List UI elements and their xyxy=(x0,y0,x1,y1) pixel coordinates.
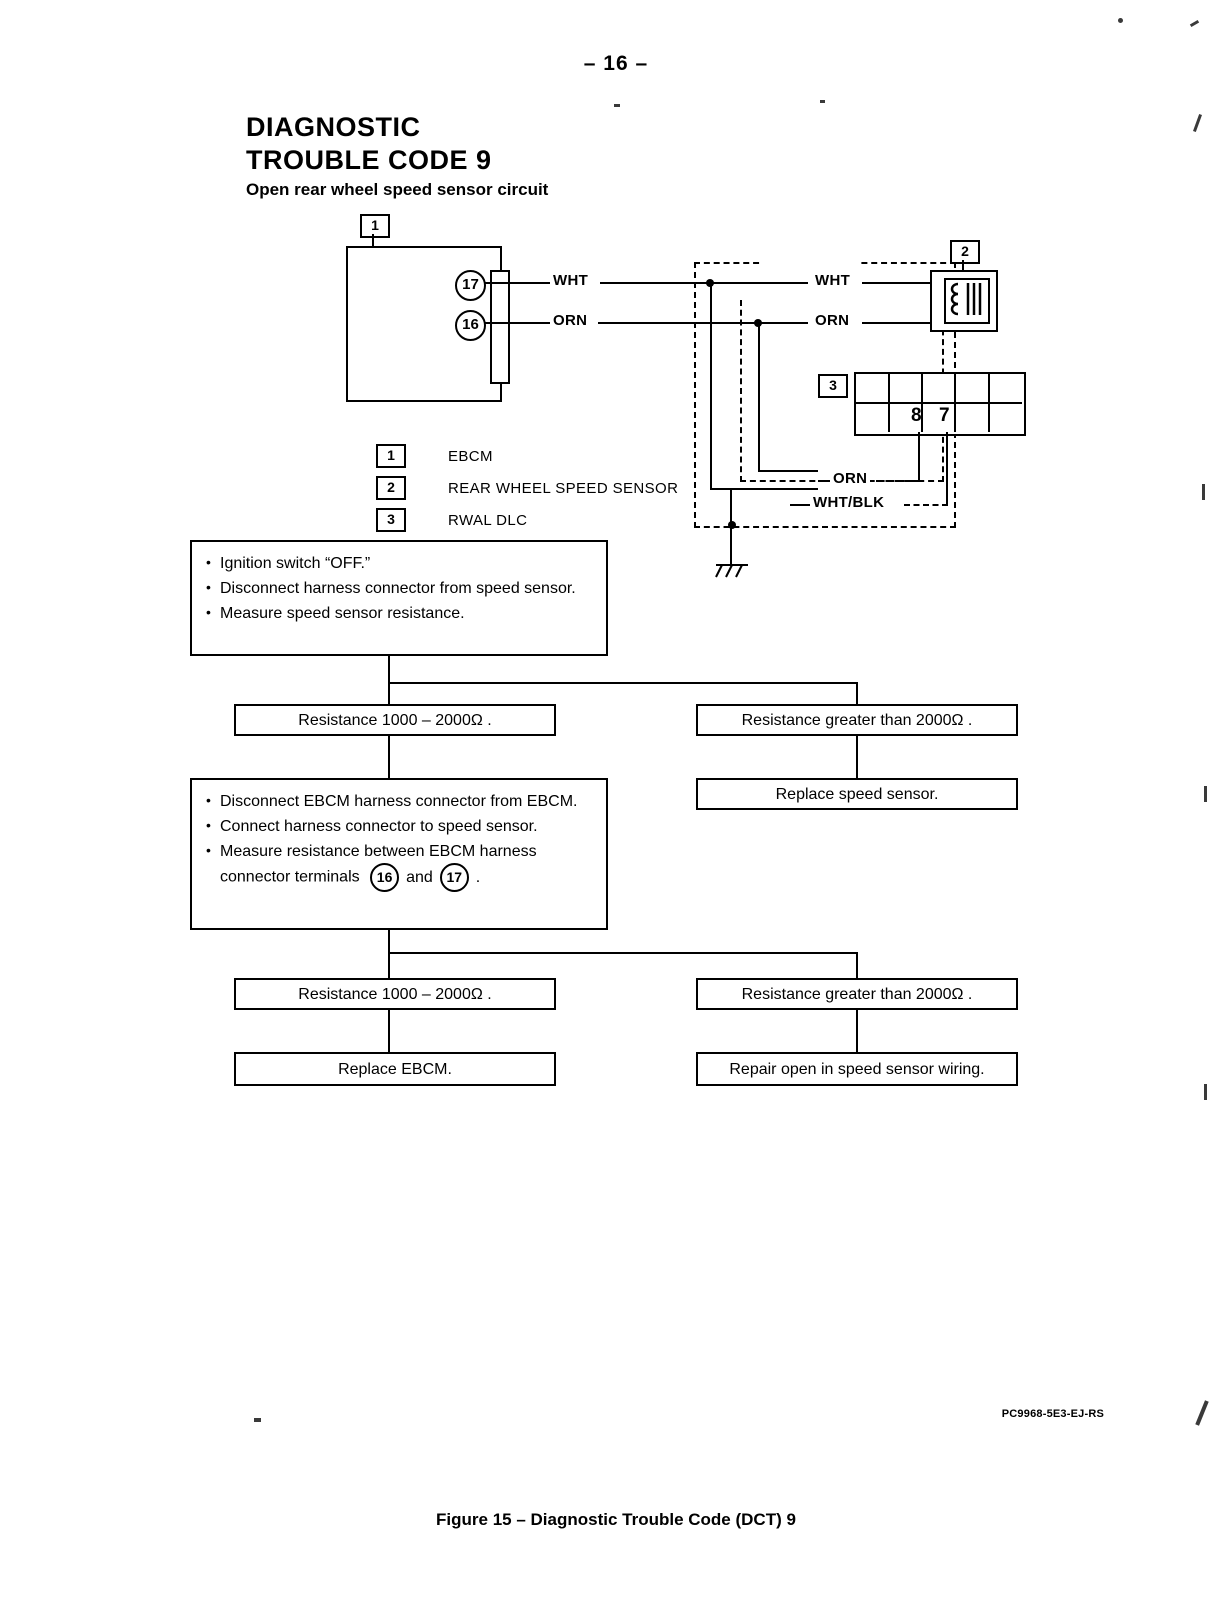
flow-step-2-join: and xyxy=(406,869,433,886)
wire-label-orn-dlc: ORN xyxy=(830,470,870,487)
terminal-17: 17 xyxy=(455,270,486,301)
legend-callout-1: 1 xyxy=(376,444,406,468)
legend-callout-3: 3 xyxy=(376,508,406,532)
flow-result-1-right: Resistance greater than 2000Ω . xyxy=(696,704,1018,736)
flow-action-2-right: Repair open in speed sensor wiring. xyxy=(696,1052,1018,1086)
terminal-ref-17: 17 xyxy=(440,863,469,892)
terminal-ref-16: 16 xyxy=(370,863,399,892)
flow-action-1-right: Replace speed sensor. xyxy=(696,778,1018,810)
flow-step-2-bullet-2: • Connect harness connector to speed sensor. xyxy=(206,815,594,838)
callout-ebcm: 1 xyxy=(360,214,390,238)
flow-step-2-bullet-3 xyxy=(206,840,594,892)
flow-step-1 xyxy=(190,540,608,656)
scan-speck xyxy=(1204,786,1207,802)
connector-step2-down xyxy=(388,930,390,978)
dlc-pin-7: 7 xyxy=(939,405,950,426)
connector-step1-right-down xyxy=(856,682,858,704)
page-number: – 16 – xyxy=(583,52,649,75)
scan-speck xyxy=(1204,1084,1207,1100)
flow-action-2-left: Replace EBCM. xyxy=(234,1052,556,1086)
scan-speck xyxy=(254,1418,261,1422)
page-title-line2: TROUBLE CODE 9 xyxy=(246,145,492,175)
wire-label-wht-blk: WHT/BLK xyxy=(810,494,887,511)
flow-step-1-bullet-1: • Ignition switch “OFF.” xyxy=(206,552,594,575)
legend-label-2: REAR WHEEL SPEED SENSOR xyxy=(448,479,679,497)
footer-document-code: PC9968-5E3-EJ-RS xyxy=(1001,1408,1104,1420)
legend-label-3: RWAL DLC xyxy=(448,511,528,529)
scan-speck xyxy=(1202,484,1205,500)
scan-speck xyxy=(820,100,825,103)
callout-dlc: 3 xyxy=(818,374,848,398)
page-title-line1: DIAGNOSTIC xyxy=(246,112,421,142)
scan-speck xyxy=(1195,1400,1208,1426)
connector-result2-left-down xyxy=(388,1010,390,1052)
dlc-pin-8: 8 xyxy=(911,405,922,426)
connector-step2-right-down xyxy=(856,952,858,978)
scan-speck xyxy=(614,104,620,107)
page-subtitle: Open rear wheel speed sensor circuit xyxy=(246,180,549,199)
connector-step1-down xyxy=(388,656,390,704)
callout-sensor: 2 xyxy=(950,240,980,264)
scan-speck xyxy=(1118,18,1123,23)
connector-step1-h xyxy=(388,682,858,684)
connector-result1-right-down xyxy=(856,736,858,778)
wire-label-wht-right: WHT xyxy=(812,272,853,289)
flow-result-2-right: Resistance greater than 2000Ω . xyxy=(696,978,1018,1010)
connector-result1-left-down xyxy=(388,736,390,778)
flow-step-2-period: . xyxy=(475,869,481,886)
connector-result2-right-down xyxy=(856,1010,858,1052)
flow-result-2-left: Resistance 1000 – 2000Ω . xyxy=(234,978,556,1010)
connector-step2-h xyxy=(388,952,858,954)
legend-label-1: EBCM xyxy=(448,447,493,465)
figure-caption: Figure 15 – Diagnostic Trouble Code (DCT) 9 xyxy=(436,1510,796,1529)
flow-step-1-bullet-2: • Disconnect harness connector from speed sensor. xyxy=(206,577,594,600)
terminal-16: 16 xyxy=(455,310,486,341)
wire-label-orn-left: ORN xyxy=(550,312,590,329)
legend-callout-2: 2 xyxy=(376,476,406,500)
wire-label-wht-left: WHT xyxy=(550,272,591,289)
flow-step-2-bullet-1: • Disconnect EBCM harness connector from EBCM. xyxy=(206,790,594,813)
wire-label-orn-right: ORN xyxy=(812,312,852,329)
flow-step-2-bullet-3-text: Measure resistance between EBCM harness connector terminals xyxy=(220,843,537,886)
flow-step-1-bullet-3: • Measure speed sensor resistance. xyxy=(206,602,594,625)
flow-result-1-left: Resistance 1000 – 2000Ω . xyxy=(234,704,556,736)
flow-step-2 xyxy=(190,778,608,930)
